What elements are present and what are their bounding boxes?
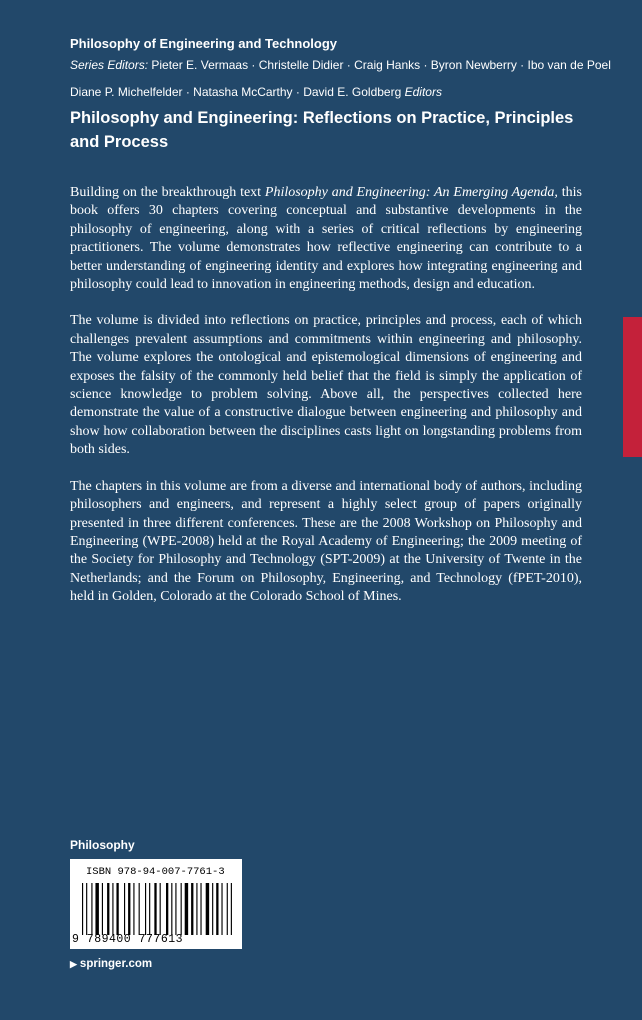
arrow-right-icon: ▶ — [70, 959, 77, 969]
barcode-bar — [95, 883, 98, 935]
red-edge-tab — [623, 317, 642, 457]
publisher-url: springer.com — [79, 958, 153, 970]
blurb-p1-rest: this book offers 30 chapters covering conceptual and substantive developments in the philosophy of engineering, along with a series of critical reflections by engineering practitioners. The volume demonstrates how reflective engineering can contribute to a better understanding of engineering identity and explores how integrating engineering and philosophy could lead to innovation in engineering methods, design and education. — [70, 185, 582, 293]
barcode-box — [70, 859, 242, 949]
barcode-bar — [221, 883, 222, 935]
barcode-bar — [191, 883, 193, 935]
barcode-bar — [107, 883, 109, 935]
subject-label: Philosophy — [70, 838, 135, 852]
barcode-bar — [196, 883, 197, 935]
book-editors-names: Diane P. Michelfelder · Natasha McCarthy · David E. Goldberg — [70, 85, 402, 99]
barcode-bar — [154, 883, 156, 935]
barcode-bar — [200, 883, 201, 935]
series-editors — [70, 58, 630, 72]
barcode-bar — [185, 883, 188, 935]
barcode-bar — [171, 883, 172, 935]
barcode-bar — [160, 883, 161, 935]
barcode-bar — [139, 883, 140, 935]
book-editors — [70, 85, 442, 99]
book-editors-label: Editors — [404, 85, 442, 99]
series-editors-names: Pieter E. Vermaas · Christelle Didier · Craig Hanks · Byron Newberry · Ibo van de Poel — [151, 58, 611, 72]
barcode-bar — [116, 883, 118, 935]
barcode-bars — [82, 883, 232, 935]
barcode-bar — [212, 883, 213, 935]
barcode-bar — [216, 883, 218, 935]
blurb-paragraph-1 — [70, 184, 582, 294]
barcode-bar — [166, 883, 168, 935]
barcode-bar — [102, 883, 103, 935]
isbn-text: ISBN 978-94-007-7761-3 — [86, 866, 225, 878]
blurb-paragraph-2: The volume is divided into reflections on practice, principles and process, each of which challenges prevalent assumptions and commitments within engineering and philosophy. The volume explores the ontological and epistemological dimensions of engineering and exposes the falsity of the commonly held belief that the field is simply the application of science knowledge to problem solving. Above all, the perspectives collected here demonstrate the value of a constructive dialogue between engineering and philosophy and show how collaboration between the disciplines casts light on longstanding problems from both sides. — [70, 313, 582, 458]
barcode-bar — [231, 883, 232, 935]
barcode-bar — [206, 883, 209, 935]
barcode-bar — [82, 883, 83, 935]
barcode-bar — [175, 883, 176, 935]
barcode-bar — [128, 883, 130, 935]
barcode-bar — [124, 883, 125, 935]
series-editors-label: Series Editors: — [70, 58, 149, 72]
blurb-p1-book-title: Philosophy and Engineering: An Emerging Agenda, — [264, 185, 558, 200]
barcode-bar — [91, 883, 92, 935]
barcode-bar — [112, 883, 113, 935]
blurb-paragraph-3: The chapters in this volume are from a diverse and international body of authors, including philosophers and engineers, and represent a highly select group of papers originally presented in three different conferences. These are the 2008 Workshop on Philosophy and Engineering (WPE-2008) held at the Royal Academy of Engineering; the 2009 meeting of the Society for Philosophy and Technology (SPT-2009) at the University of Twente in the Netherlands; and the Forum on Philosophy, Engineering, and Technology (fPET-2010), held in Golden, Colorado at the Colorado School of Mines. — [70, 478, 582, 605]
barcode-bar — [145, 883, 146, 935]
barcode-bar — [133, 883, 134, 935]
barcode-number: 9 789400 777613 — [72, 933, 184, 946]
book-title: Philosophy and Engineering: Reflections on Practice, Principles and Process — [70, 109, 574, 151]
barcode-bar — [227, 883, 228, 935]
blurb — [70, 184, 582, 625]
barcode-bar — [149, 883, 150, 935]
series-title: Philosophy of Engineering and Technology — [70, 36, 337, 51]
publisher-link[interactable] — [70, 958, 152, 970]
blurb-p1-lead: Building on the breakthrough text — [70, 185, 265, 200]
barcode-bar — [86, 883, 87, 935]
barcode-bar — [181, 883, 182, 935]
